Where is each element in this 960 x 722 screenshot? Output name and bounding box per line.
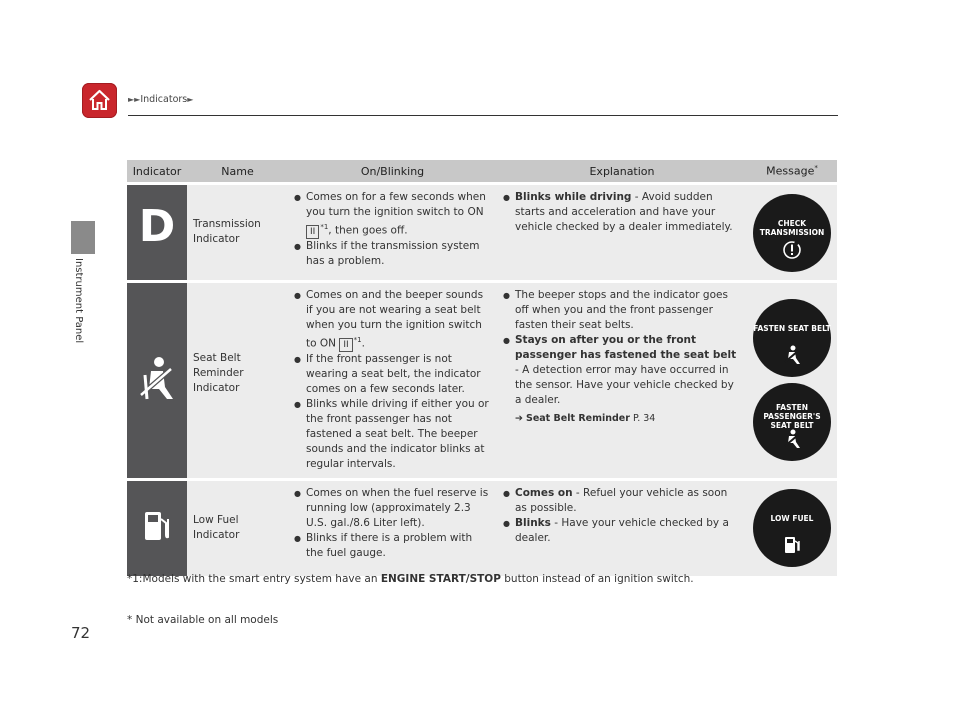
message-cell [747,283,837,478]
section-tab [71,221,95,254]
breadcrumb-end-arrow: ► [187,95,194,104]
fuel-pump-icon [127,481,187,576]
on-blinking-cell: ● Comes on when the fuel reserve is running low (approximately 2.3 U.S. gal./8.6 Liter left). ● Blinks if there is a problem with the fuel gauge. [288,481,497,576]
message-cell [747,481,837,576]
ignition-II-icon: II [339,338,352,352]
ignition-II-icon: II [306,225,319,239]
availability-note: * Not available on all models [127,614,279,626]
col-header-on-blinking: On/Blinking [288,160,497,182]
warning-icon [782,240,802,260]
home-icon [87,88,112,113]
page-number: 72 [71,624,91,642]
section-label: Instrument Panel [73,258,84,344]
on-blinking-cell: ● Comes on and the beeper sounds if you are not wearing a seat belt when you turn the ignition switch to ON II $^{*1}$. ● If the front passenger is not wearing a seat belt, the indicator comes on a few seconds later. ● Blinks while driving if either you or the front passenger has not fastened a seat belt. The beeper sounds and the indicator blinks at regular intervals. [288,283,497,478]
indicator-name: Seat Belt Reminder Indicator [187,283,288,478]
cross-reference-link[interactable]: ➔ Seat Belt Reminder P. 34 [515,413,656,424]
indicator-table [127,157,837,579]
fuel-pump-icon [782,535,802,555]
explanation-cell: ● The beeper stops and the indicator goes off when you and the front passenger fasten their seat belts. ● Stays on after you or the front passenger has fastened the seat belt - A detection error may have occurred in the sensor. Have your vehicle checked by a dealer. ➔ Seat Belt Reminder P. 34 [497,283,747,478]
header-rule [128,115,838,116]
arrow-icon: ➔ [515,413,526,424]
home-button[interactable] [82,83,117,118]
indicator-name: Low Fuel Indicator [187,481,288,576]
transmission-indicator-icon: D [127,185,187,280]
check-transmission-message: CHECK TRANSMISSION [753,194,831,272]
seat-belt-icon [127,283,187,478]
seat-belt-icon [782,345,802,365]
breadcrumb-arrows: ►► [128,95,141,104]
table-row [127,185,837,280]
footnote: *1:Models with the smart entry system have an ENGINE START/STOP button instead of an ignition switch. [127,573,694,585]
col-header-message: Message* [747,160,837,182]
low-fuel-message: LOW FUEL [753,489,831,567]
on-blinking-cell: ● Comes on for a few seconds when you turn the ignition switch to ON II $^{*1}$, then goes off. ● Blinks if the transmission system has a problem. [288,185,497,280]
message-cell [747,185,837,280]
breadcrumb[interactable] [128,94,193,105]
explanation-cell: ● Blinks while driving - Avoid sudden starts and acceleration and have your vehicle checked by a dealer immediately. [497,185,747,280]
breadcrumb-item[interactable]: Indicators [140,94,188,105]
col-header-indicator: Indicator [127,160,187,182]
fasten-passengers-seat-belt-message: FASTEN PASSENGER'S SEAT BELT [753,383,831,461]
table-row [127,481,837,576]
fasten-seat-belt-message: FASTEN SEAT BELT [753,299,831,377]
table-header-row [127,160,837,182]
table-row [127,283,837,478]
seat-belt-icon [782,429,802,449]
explanation-cell: ● Comes on - Refuel your vehicle as soon as possible. ● Blinks - Have your vehicle checked by a dealer. [497,481,747,576]
indicator-name: Transmission Indicator [187,185,288,280]
col-header-explanation: Explanation [497,160,747,182]
col-header-name: Name [187,160,288,182]
